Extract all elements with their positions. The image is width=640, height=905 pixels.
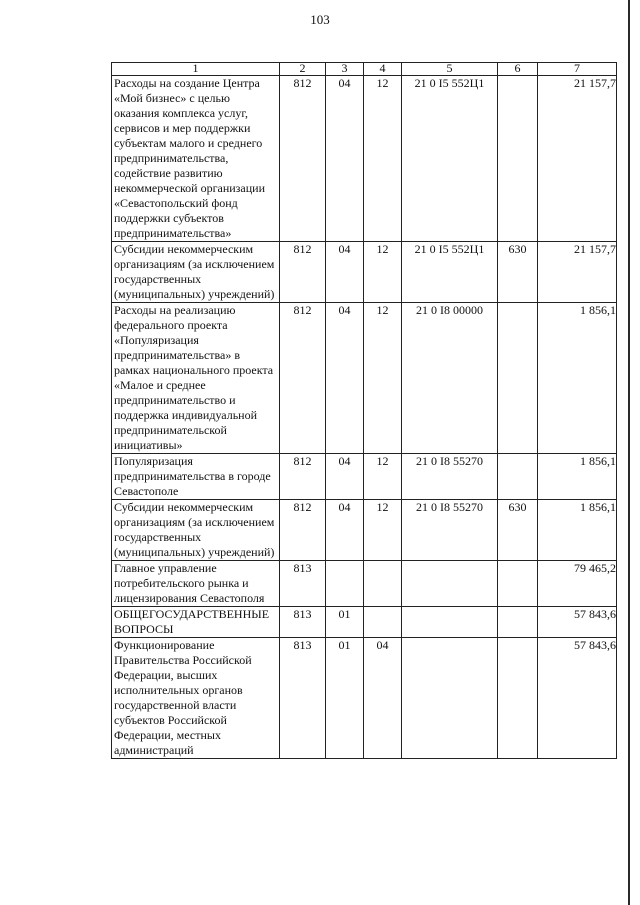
row-name: Популяризация предпринимательства в городе Севастополе xyxy=(112,454,280,500)
row-grbs: 813 xyxy=(280,561,326,607)
table-row xyxy=(112,638,617,759)
header-col-3: 3 xyxy=(326,63,364,76)
row-expense-type xyxy=(498,76,538,242)
row-section: 01 xyxy=(326,607,364,638)
table-row xyxy=(112,76,617,242)
row-name: Функционирование Правительства Российской Федерации, высших исполнительных органов государственной власти субъектов Российской Федерации, местных администраций xyxy=(112,638,280,759)
row-amount: 21 157,7 xyxy=(538,76,617,242)
row-section: 04 xyxy=(326,454,364,500)
row-section: 01 xyxy=(326,638,364,759)
row-name: ОБЩЕГОСУДАРСТВЕННЫЕ ВОПРОСЫ xyxy=(112,607,280,638)
row-section: 04 xyxy=(326,76,364,242)
row-grbs: 812 xyxy=(280,76,326,242)
row-grbs: 813 xyxy=(280,638,326,759)
row-subsection: 12 xyxy=(364,242,402,303)
row-expense-type xyxy=(498,454,538,500)
row-grbs: 812 xyxy=(280,454,326,500)
header-col-5: 5 xyxy=(402,63,498,76)
header-row xyxy=(112,63,617,76)
row-subsection: 12 xyxy=(364,454,402,500)
row-name: Субсидии некоммерческим организациям (за исключением государственных (муниципальных) учреждений) xyxy=(112,242,280,303)
row-amount: 21 157,7 xyxy=(538,242,617,303)
row-amount: 57 843,6 xyxy=(538,638,617,759)
row-subsection xyxy=(364,607,402,638)
header-col-7: 7 xyxy=(538,63,617,76)
row-name: Расходы на создание Центра «Мой бизнес» с целью оказания комплекса услуг, сервисов и мер поддержки субъектам малого и среднего предпринимательства, содействие развитию некоммерческой организации «Севастопольский фонд поддержки субъектов предпринимательства» xyxy=(112,76,280,242)
row-subsection: 12 xyxy=(364,303,402,454)
row-subsection: 12 xyxy=(364,76,402,242)
header-col-6: 6 xyxy=(498,63,538,76)
header-col-4: 4 xyxy=(364,63,402,76)
row-subsection: 04 xyxy=(364,638,402,759)
scan-edge-line xyxy=(628,0,630,905)
row-expense-type xyxy=(498,638,538,759)
table-row xyxy=(112,607,617,638)
row-expense-type xyxy=(498,607,538,638)
row-subsection: 12 xyxy=(364,500,402,561)
row-target-article xyxy=(402,638,498,759)
row-target-article: 21 0 I8 55270 xyxy=(402,454,498,500)
table-row xyxy=(112,500,617,561)
page-number: 103 xyxy=(310,12,330,27)
header-col-1: 1 xyxy=(112,63,280,76)
budget-table xyxy=(111,62,617,759)
row-amount: 1 856,1 xyxy=(538,303,617,454)
row-expense-type: 630 xyxy=(498,242,538,303)
table-row xyxy=(112,561,617,607)
table-row xyxy=(112,303,617,454)
row-grbs: 812 xyxy=(280,500,326,561)
row-name: Расходы на реализацию федерального проекта «Популяризация предпринимательства» в рамках национального проекта «Малое и среднее предпринимательство и поддержка индивидуальной предпринимательской инициативы» xyxy=(112,303,280,454)
row-section: 04 xyxy=(326,500,364,561)
row-name: Главное управление потребительского рынка и лицензирования Севастополя xyxy=(112,561,280,607)
table-row xyxy=(112,242,617,303)
row-target-article: 21 0 I5 552Ц1 xyxy=(402,76,498,242)
row-expense-type: 630 xyxy=(498,500,538,561)
row-grbs: 813 xyxy=(280,607,326,638)
row-section: 04 xyxy=(326,242,364,303)
row-amount: 79 465,2 xyxy=(538,561,617,607)
row-amount: 57 843,6 xyxy=(538,607,617,638)
header-col-2: 2 xyxy=(280,63,326,76)
row-grbs: 812 xyxy=(280,242,326,303)
row-subsection xyxy=(364,561,402,607)
row-expense-type xyxy=(498,303,538,454)
row-target-article: 21 0 I8 00000 xyxy=(402,303,498,454)
table-row xyxy=(112,454,617,500)
row-name: Субсидии некоммерческим организациям (за исключением государственных (муниципальных) учреждений) xyxy=(112,500,280,561)
row-grbs: 812 xyxy=(280,303,326,454)
row-section: 04 xyxy=(326,303,364,454)
row-amount: 1 856,1 xyxy=(538,454,617,500)
row-target-article xyxy=(402,561,498,607)
row-target-article: 21 0 I8 55270 xyxy=(402,500,498,561)
row-section xyxy=(326,561,364,607)
row-expense-type xyxy=(498,561,538,607)
row-target-article xyxy=(402,607,498,638)
row-amount: 1 856,1 xyxy=(538,500,617,561)
row-target-article: 21 0 I5 552Ц1 xyxy=(402,242,498,303)
